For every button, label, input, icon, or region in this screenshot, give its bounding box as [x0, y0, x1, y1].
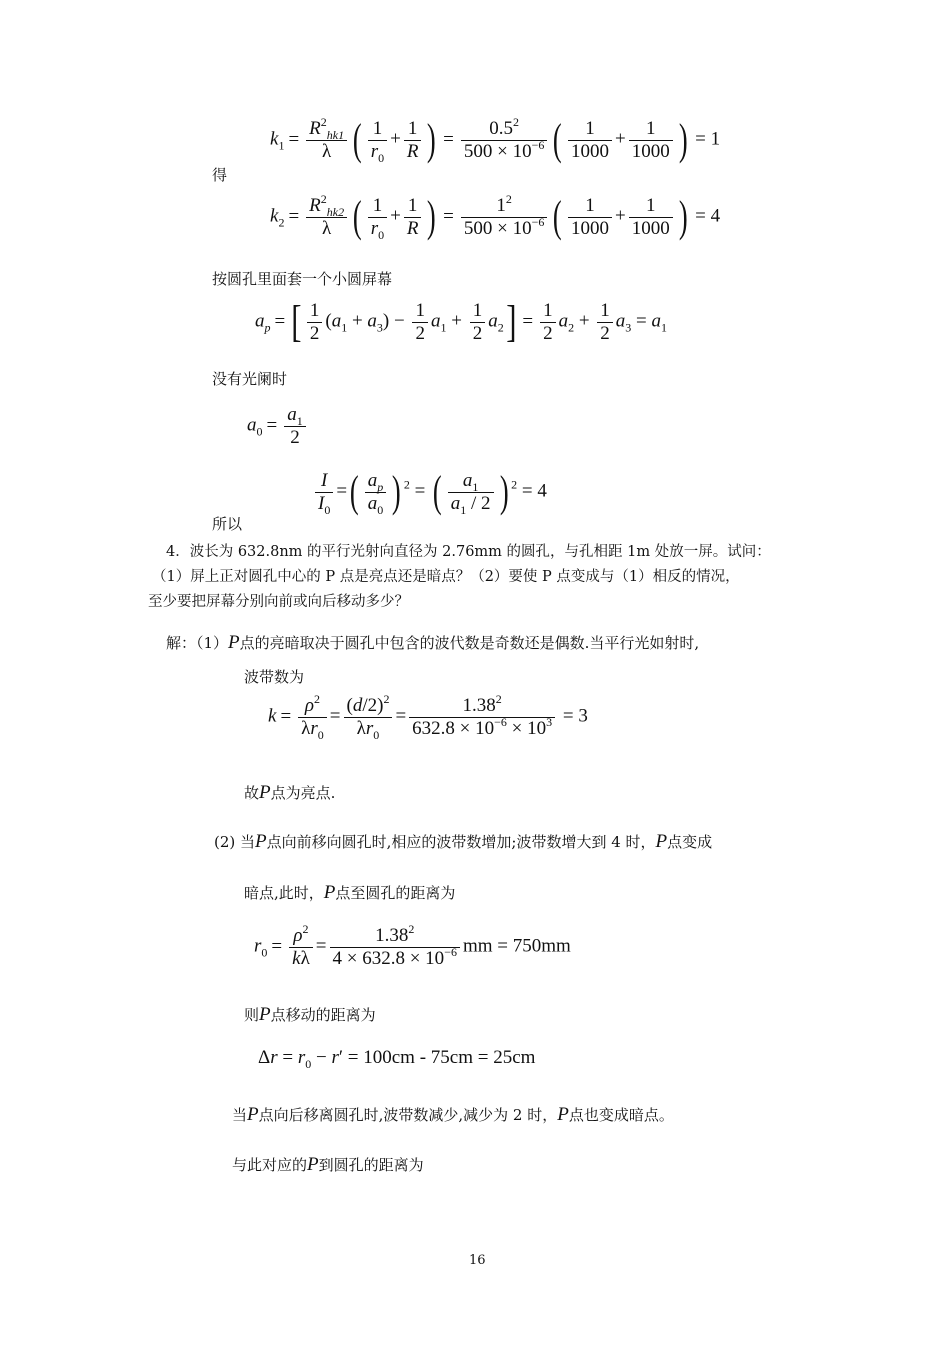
text-suoyi: 所以 — [212, 515, 243, 533]
equation-k-zones: k = $\frac{\rho^2}{\lambda r_0}$ = $\frac{(d/2)^2}{\lambda r_0}$ = $\frac{1.38^2}{632.8 \times 10^{-6} \times 10^3}$ = 3 — [268, 692, 588, 742]
equation-k1: $k_1$ = $\frac{R^2_{hk1}}{\lambda}$ ( $\frac{1}{r_0}$ + $\frac{1}{R}$ ) = $\frac{0.5^2}{500 \times 10^{-6}}$ ( $\frac{1}{1000}$ + $\frac{1}{1000}$ ) = 1 — [270, 115, 721, 165]
equation-ap: $a_p$ = [ $\frac{1}{2}$ $(a_1 + a_3)$ − $\frac{1}{2}$ $a_1$ + $\frac{1}{2}$ $a_2$] = $\frac{1}{2}$ $a_2$ + $\frac{1}{2}$ $a_3 = a_1$ — [255, 297, 667, 347]
text-bodaishu: 波带数为 — [244, 668, 305, 686]
text-yuci: 与此对应的 — [232, 1156, 308, 1174]
var-p: P — [259, 1004, 271, 1025]
text-gu-line — [244, 783, 335, 802]
var-p: P — [323, 882, 336, 903]
equation-k2: $k_2$ = $\frac{R^2_{hk2}}{\lambda}$ ( $\frac{1}{r_0}$ + $\frac{1}{R}$ ) = $\frac{1^2}{500 \times 10^{-6}}$ ( $\frac{1}{1000}$ + $\frac{1}{1000}$ ) = 4 — [270, 192, 721, 242]
text-an-yuankong: 按圆孔里面套一个小圆屏幕 — [212, 270, 393, 288]
equation-a0: $a_0$ = $\frac{a_1}{2}$ — [247, 404, 309, 449]
equation-r0: $r_0$ = $\frac{\rho^2}{k\lambda}$ = $\frac{1.38^2}{4 \times 632.8 \times 10^{-6}}$ mm = 750mm — [254, 922, 571, 969]
solution-line-1 — [166, 633, 699, 652]
var-p: P — [655, 831, 668, 852]
part2-prefix: (2) 当 — [214, 833, 256, 851]
text-andian: 暗点,此时， — [244, 884, 324, 902]
text-dao: 到圆孔的距离为 — [318, 1156, 424, 1174]
var-p: P — [228, 632, 240, 653]
text-yidong: 点移动的距离为 — [270, 1006, 376, 1024]
sol-line1: 点的亮暗取决于圆孔中包含的波代数是奇数还是偶数.当平行光如射时, — [239, 634, 700, 652]
problem-line-2: （1）屏上正对圆孔中心的 P 点是亮点还是暗点？（2）要使 P 点变成与（1）相反的情况， — [152, 569, 740, 585]
var-p: P — [307, 1154, 319, 1175]
var-p: P — [557, 1104, 569, 1125]
text-ze: 则 — [244, 1006, 260, 1024]
page-number: 16 — [469, 1253, 486, 1268]
problem-line-3: 至少要把屏幕分别向前或向后移动多少？ — [148, 594, 409, 610]
text-gu: 故 — [244, 784, 260, 802]
text-ye-andian: 点也变成暗点。 — [568, 1106, 674, 1124]
houyi-line — [232, 1105, 674, 1124]
yuci-line — [232, 1155, 424, 1174]
part2-end: 点变成 — [667, 833, 713, 851]
sol-prefix: 解：（1） — [166, 634, 229, 652]
ze-line — [244, 1005, 376, 1024]
text-houyi: 点向后移离圆孔时,波带数减少,减少为 2 时， — [258, 1106, 558, 1124]
part2-line — [214, 832, 712, 851]
var-p: P — [259, 782, 271, 803]
equation-intensity: $\frac{I}{I_0}$ =( $\frac{a_p}{a_0}$ ) $^2$ = ( $\frac{a_1}{a_1 / 2}$ ) $^2$ = 4 — [312, 470, 547, 515]
equation-delta-r: $\Delta r = r_0 - r' = 100cm - 75cm = 25cm$ — [258, 1047, 536, 1071]
problem-line-1: 4．波长为 632.8nm 的平行光射向直径为 2.76mm 的圆孔，与孔相距 1m 处放一屏。试问： — [166, 544, 771, 560]
text-de: 得 — [212, 166, 228, 184]
andian-line — [244, 883, 455, 902]
var-p: P — [255, 831, 267, 852]
text-liangdian: 点为亮点. — [270, 784, 336, 802]
var-p: P — [247, 1104, 259, 1125]
text-juli: 点至圆孔的距离为 — [335, 884, 456, 902]
text-meiyou: 没有光阑时 — [212, 370, 288, 388]
part2-mid: 点向前移向圆孔时,相应的波带数增加;波带数增大到 4 时， — [266, 833, 656, 851]
text-dang: 当 — [232, 1106, 248, 1124]
